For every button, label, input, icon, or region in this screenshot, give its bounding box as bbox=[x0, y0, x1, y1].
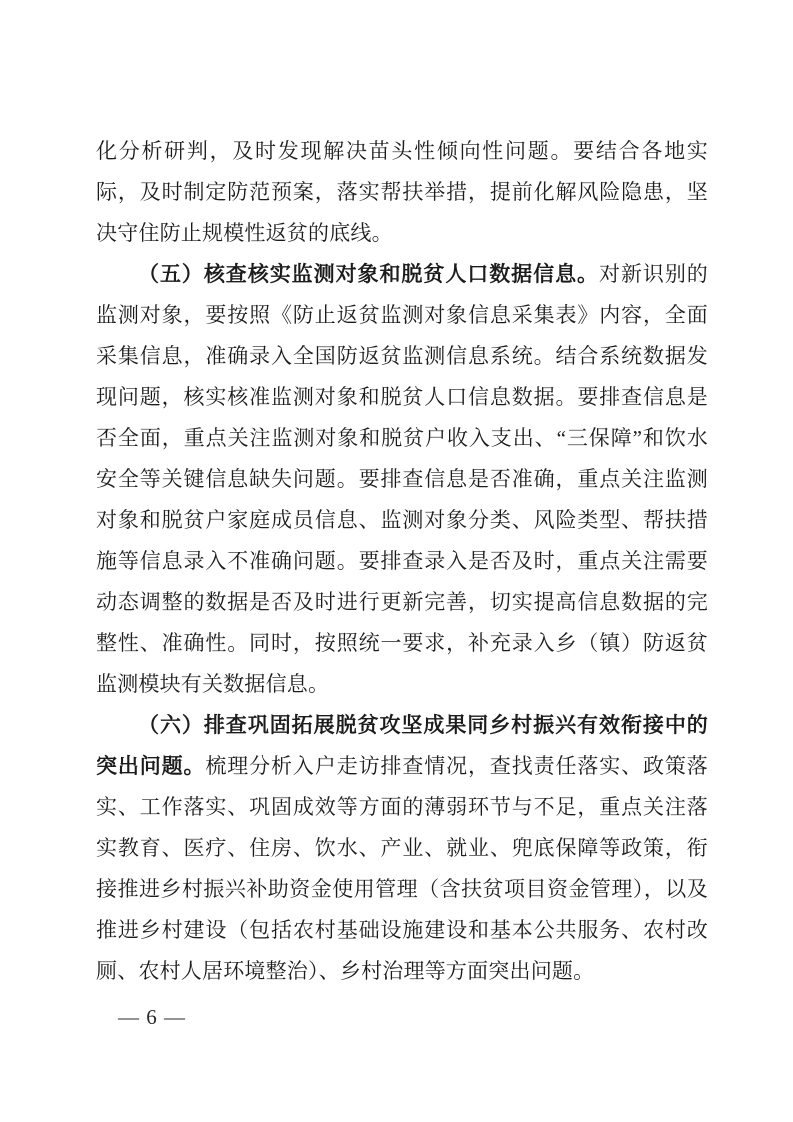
page-footer bbox=[118, 1002, 186, 1032]
paragraph-item-6 bbox=[96, 705, 708, 992]
item-5-heading: （五）核查核实监测对象和脱贫人口数据信息。 bbox=[138, 262, 599, 286]
paragraph-text: 对新识别的监测对象，要按照《防止返贫监测对象信息采集表》内容，全面采集信息，准确录入全国防返贫监测信息系统。结合系统数据发现问题，核实核准监测对象和脱贫人口信息数据。要排查信息是否全面，重点关注监测对象和脱贫户收入支出、“三保障”和饮水安全等关键信息缺失问题。要排查信息是否准确，重点关注监测对象和脱贫户家庭成员信息、监测对象分类、风险类型、帮扶措施等信息录入不准确问题。要排查录入是否及时，重点关注需要动态调整的数据是否及时进行更新完善，切实提高信息数据的完整性、准确性。同时，按照统一要求，补充录入乡（镇）防返贫监测模块有关数据信息。 bbox=[96, 262, 709, 696]
paragraph-continuation bbox=[96, 131, 708, 254]
paragraph-item-5 bbox=[96, 254, 708, 705]
paragraph-text: 化分析研判，及时发现解决苗头性倾向性问题。要结合各地实际，及时制定防范预案，落实帮扶举措，提前化解风险隐患，坚决守住防止规模性返贫的底线。 bbox=[96, 139, 708, 245]
item-6-heading: （六）排查巩固拓展脱贫攻坚成果同乡村振兴有效衔接中的突出问题。 bbox=[96, 713, 708, 778]
page-number: — 6 — bbox=[118, 1005, 186, 1029]
paragraph-text: 梳理分析入户走访排查情况，查找责任落实、政策落实、工作落实、巩固成效等方面的薄弱环节与不足，重点关注落实教育、医疗、住房、饮水、产业、就业、兜底保障等政策，衔接推进乡村振兴补助资金使用管理（含扶贫项目资金管理），以及推进乡村建设（包括农村基础设施建设和基本公共服务、农村改厕、农村人居环境整治）、乡村治理等方面突出问题。 bbox=[96, 754, 708, 983]
document-body bbox=[96, 131, 708, 992]
